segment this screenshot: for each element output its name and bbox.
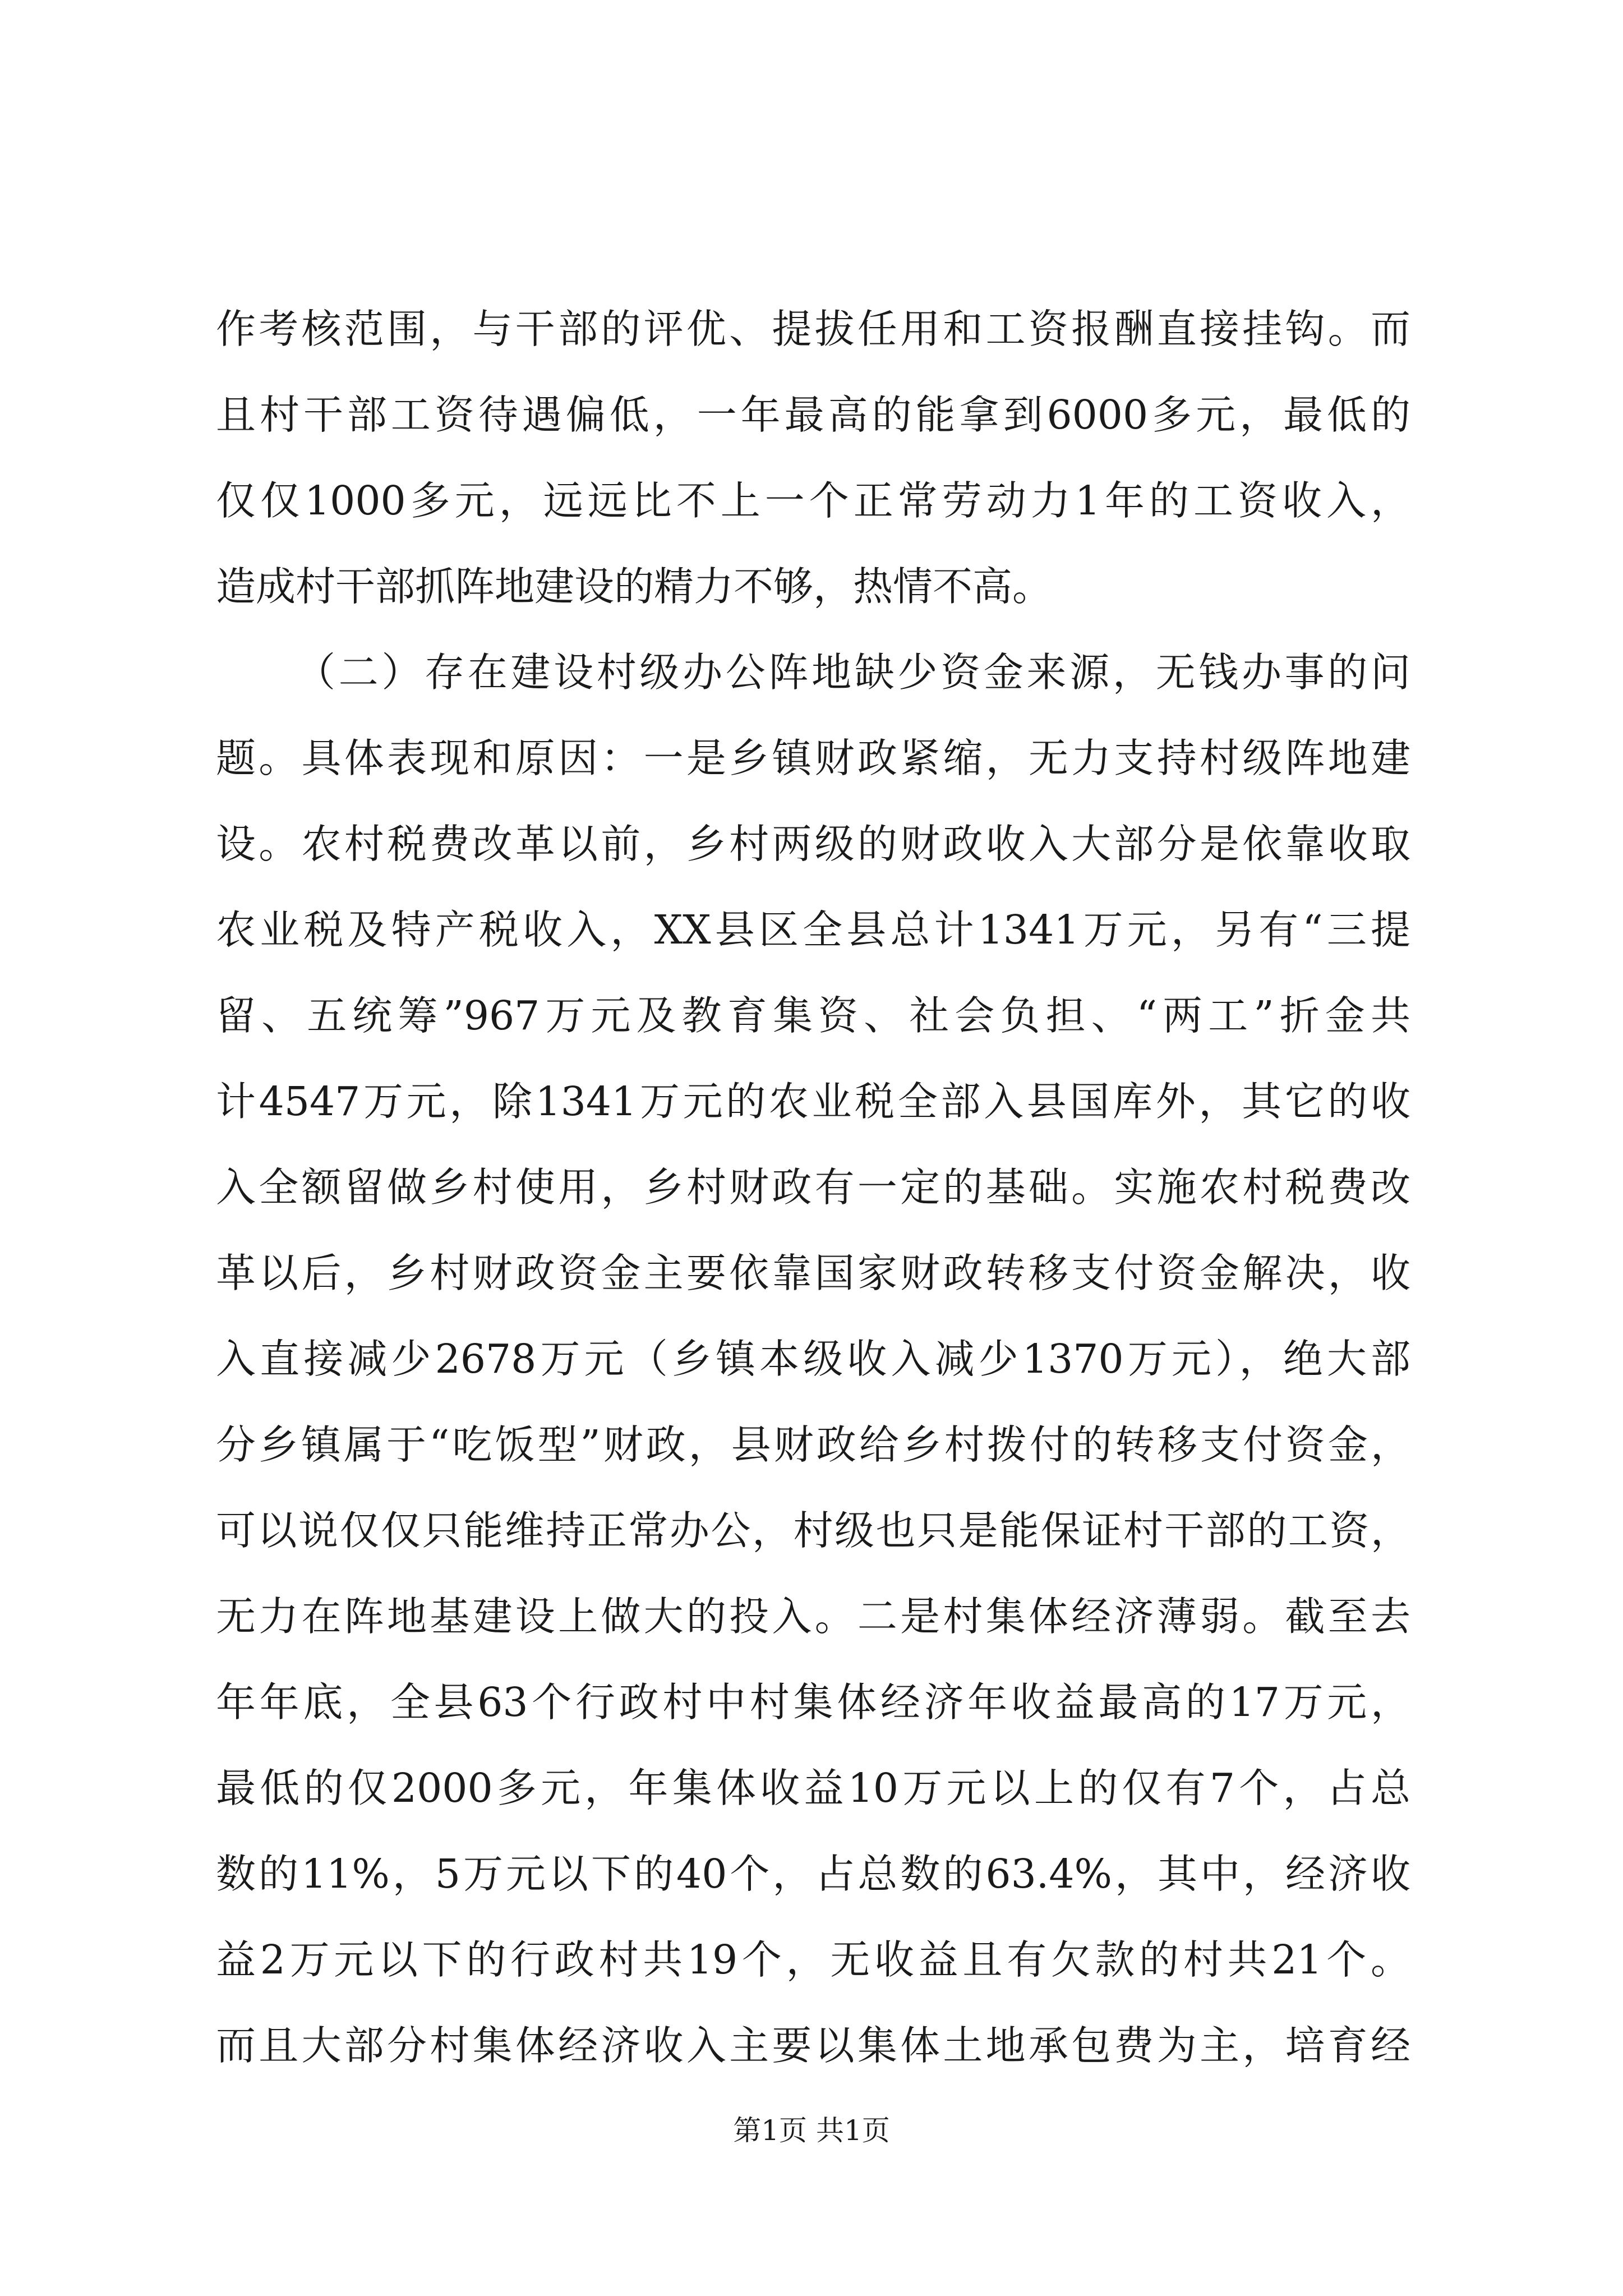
text-line: 分乡镇属于“吃饭型”财政，县财政给乡村拨付的转移支付资金， bbox=[216, 1421, 1410, 1468]
text-line: 造成村干部抓阵地建设的精力不够，热情不高。 bbox=[216, 563, 1053, 610]
text-line: 仅仅1000多元，远远比不上一个正常劳动力1年的工资收入， bbox=[216, 477, 1410, 524]
page-footer bbox=[0, 2114, 1623, 2147]
text-line: 农业税及特产税收入，XX县区全县总计1341万元，另有“三提 bbox=[216, 907, 1410, 953]
text-line: 数的11%，5万元以下的40个，占总数的63.4%，其中，经济收 bbox=[216, 1851, 1410, 1897]
text-line: 设。农村税费改革以前，乡村两级的财政收入大部分是依靠收取 bbox=[216, 821, 1410, 867]
text-line: 计4547万元，除1341万元的农业税全部入县国库外，其它的收 bbox=[216, 1078, 1410, 1125]
text-line: 留、五统筹”967万元及教育集资、社会负担、“两工”折金共 bbox=[216, 992, 1410, 1039]
text-line: 革以后，乡村财政资金主要依靠国家财政转移支付资金解决，收 bbox=[216, 1250, 1410, 1296]
text-line: 题。具体表现和原因：一是乡镇财政紧缩，无力支持村级阵地建 bbox=[216, 735, 1410, 781]
text-line: 入直接减少2678万元（乡镇本级收入减少1370万元），绝大部 bbox=[216, 1336, 1410, 1382]
text-line: 年年底，全县63个行政村中村集体经济年收益最高的17万元， bbox=[216, 1679, 1410, 1726]
text-line: 可以说仅仅只能维持正常办公，村级也只是能保证村干部的工资， bbox=[216, 1507, 1410, 1554]
page-number-label: 第1页 共1页 bbox=[733, 2114, 890, 2147]
text-line: 入全额留做乡村使用，乡村财政有一定的基础。实施农村税费改 bbox=[216, 1164, 1410, 1211]
paragraph-start-line: （二）存在建设村级办公阵地缺少资金来源，无钱办事的问 bbox=[296, 649, 1410, 696]
text-line: 作考核范围，与干部的评优、提拔任用和工资报酬直接挂钩。而 bbox=[216, 306, 1410, 352]
text-line: 且村干部工资待遇偏低，一年最高的能拿到6000多元，最低的 bbox=[216, 392, 1410, 438]
body-text bbox=[216, 286, 1410, 2088]
text-line: 益2万元以下的行政村共19个，无收益且有欠款的村共21个。 bbox=[216, 1936, 1410, 1983]
text-line: 而且大部分村集体经济收入主要以集体土地承包费为主，培育经 bbox=[216, 2022, 1410, 2069]
text-line: 无力在阵地基建设上做大的投入。二是村集体经济薄弱。截至去 bbox=[216, 1593, 1410, 1640]
text-line: 最低的仅2000多元，年集体收益10万元以上的仅有7个，占总 bbox=[216, 1765, 1410, 1811]
